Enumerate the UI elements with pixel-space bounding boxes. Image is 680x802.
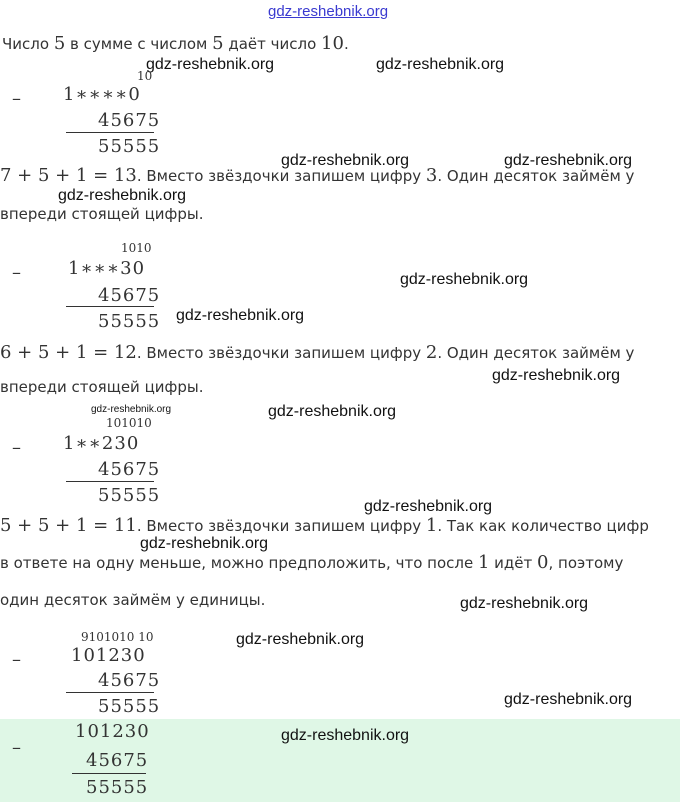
result-line: [66, 481, 154, 482]
answer-difference: 55555: [86, 777, 149, 798]
watermark: gdz-reshebnik.org: [140, 535, 269, 552]
explanation-text: . Вместо звёздочки запишем цифру: [136, 167, 426, 185]
intro-text-3: даёт число: [223, 35, 322, 53]
explanation-text: , поэтому: [548, 554, 624, 572]
digit: 1: [425, 515, 438, 536]
explanation-2-line-2: впереди стоящей цифры.: [0, 378, 204, 396]
watermark: gdz-reshebnik.org: [236, 631, 365, 648]
carry-digits: 101010: [106, 416, 152, 430]
explanation-text: . Один десяток займём у: [437, 167, 635, 185]
difference: 55555: [98, 485, 161, 506]
digit: 1: [477, 552, 490, 573]
minuend: 101230: [71, 645, 146, 666]
intro-text-1: Число: [2, 35, 54, 53]
watermark: gdz-reshebnik.org: [364, 498, 493, 515]
watermark: gdz-reshebnik.org: [376, 56, 505, 73]
difference: 55555: [98, 136, 161, 157]
minuend: 1∗∗230: [63, 433, 140, 454]
answer-subtrahend: 45675: [86, 750, 149, 771]
difference: 55555: [98, 311, 161, 332]
minuend: 1∗∗∗30: [68, 258, 146, 279]
carry-digits: 1010: [121, 241, 152, 255]
result-line: [66, 692, 154, 693]
explanation-1-line-2: впереди стоящей цифры.: [0, 205, 204, 223]
watermark: gdz-reshebnik.org: [268, 403, 397, 420]
minus-sign: –: [12, 649, 21, 670]
digit: 3: [425, 165, 438, 186]
minus-sign: –: [12, 88, 21, 109]
carry-digits: 10: [137, 69, 153, 83]
watermark: gdz-reshebnik.org: [176, 307, 305, 324]
equation: 5 + 5 + 1 = 11: [0, 515, 137, 536]
intro-text-4: .: [343, 35, 349, 53]
explanation-text: . Один десяток займём у: [437, 344, 635, 362]
subtrahend: 45675: [98, 110, 161, 131]
intro-text-2: в сумме с числом: [65, 35, 213, 53]
explanation-text: идёт: [489, 554, 538, 572]
carry-digits: 9101010 10: [81, 630, 154, 644]
watermark: gdz-reshebnik.org: [281, 727, 410, 744]
result-line: [66, 132, 154, 133]
explanation-3-line-1: [0, 515, 649, 536]
difference: 55555: [98, 696, 161, 717]
explanation-3-line-3: один десяток займём у единицы.: [0, 591, 266, 609]
watermark-small: gdz-reshebnik.org: [91, 404, 172, 415]
watermark: gdz-reshebnik.org: [58, 187, 187, 204]
intro-num-2: 5: [212, 33, 224, 54]
minus-sign: –: [12, 737, 21, 758]
watermark: gdz-reshebnik.org: [281, 152, 410, 169]
subtrahend: 45675: [98, 459, 161, 480]
result-line: [66, 306, 154, 307]
digit: 2: [425, 342, 438, 363]
digit: 0: [537, 552, 549, 573]
minus-sign: –: [12, 437, 21, 458]
intro-sentence: [2, 33, 349, 54]
equation: 7 + 5 + 1 = 13: [0, 165, 137, 186]
intro-num-1: 5: [53, 33, 66, 54]
watermark: gdz-reshebnik.org: [400, 271, 529, 288]
minuend: 1∗∗∗∗0: [63, 84, 141, 105]
equation: 6 + 5 + 1 = 12: [0, 342, 137, 363]
subtrahend: 45675: [98, 285, 161, 306]
watermark: gdz-reshebnik.org: [146, 56, 275, 73]
minus-sign: –: [12, 262, 21, 283]
answer-minuend: 101230: [75, 721, 150, 742]
explanation-text: . Вместо звёздочки запишем цифру: [136, 344, 426, 362]
explanation-text: . Так как количество цифр: [437, 517, 649, 535]
top-watermark-link[interactable]: gdz-reshebnik.org: [268, 3, 389, 20]
explanation-3-line-2: [0, 552, 623, 573]
watermark: gdz-reshebnik.org: [492, 367, 621, 384]
intro-num-3: 10: [321, 33, 344, 54]
watermark: gdz-reshebnik.org: [460, 595, 589, 612]
explanation-text: . Вместо звёздочки запишем цифру: [136, 517, 426, 535]
explanation-1-line-1: [0, 165, 634, 186]
watermark: gdz-reshebnik.org: [504, 152, 633, 169]
explanation-2-line-1: [0, 342, 634, 363]
answer-result-line: [72, 773, 146, 774]
watermark: gdz-reshebnik.org: [504, 691, 633, 708]
subtrahend: 45675: [98, 670, 161, 691]
explanation-text: в ответе на одну меньше, можно предположить, что после: [0, 554, 478, 572]
